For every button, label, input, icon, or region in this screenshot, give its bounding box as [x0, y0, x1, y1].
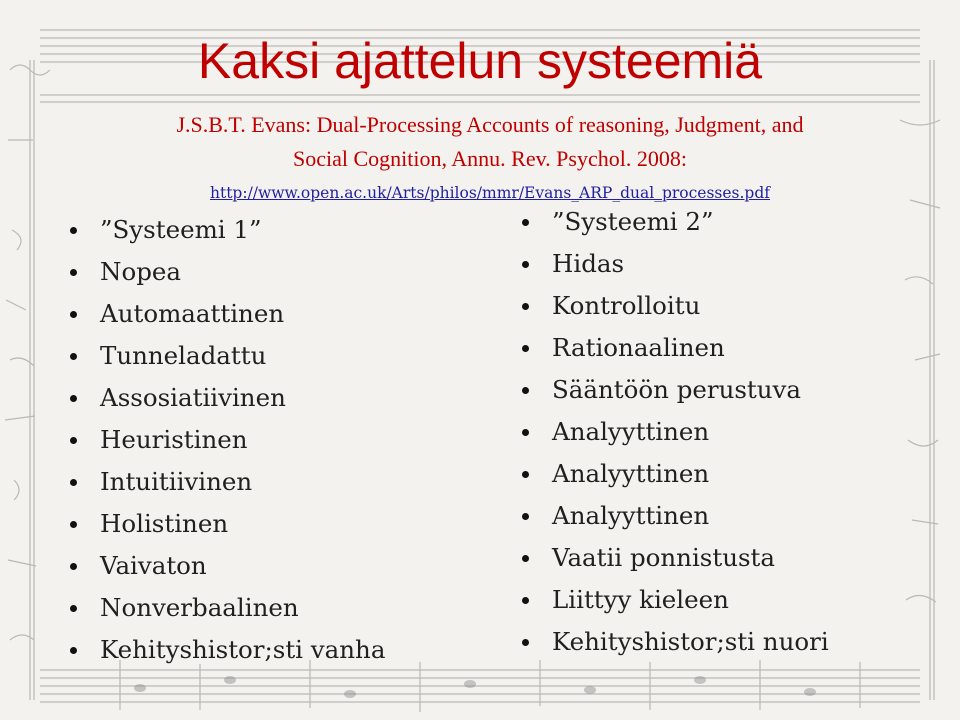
list-item: Liittyy kieleen	[518, 579, 829, 621]
list-item: Analyyttinen	[518, 495, 829, 537]
system1-heading: ”Systeemi 1”	[66, 209, 385, 251]
list-item: Automaattinen	[66, 293, 385, 335]
slide-title: Kaksi ajattelun systeemiä	[197, 33, 763, 89]
list-item: Kontrolloitu	[518, 285, 829, 327]
citation-line-1: J.S.B.T. Evans: Dual-Processing Accounts of reasoning, Judgment, and	[176, 112, 804, 137]
citation-line-2: Social Cognition, Annu. Rev. Psychol. 2008:	[293, 146, 687, 171]
list-item: Sääntöön perustuva	[518, 369, 829, 411]
list-item: Intuitiivinen	[66, 461, 385, 503]
list-item: Vaivaton	[66, 545, 385, 587]
system2-list	[518, 201, 829, 663]
list-item: Kehityshistor;sti vanha	[66, 629, 385, 671]
list-item: Holistinen	[66, 503, 385, 545]
list-item: Rationaalinen	[518, 327, 829, 369]
list-item: Vaatii ponnistusta	[518, 537, 829, 579]
list-item: Tunneladattu	[66, 335, 385, 377]
list-item: Nopea	[66, 251, 385, 293]
list-item: Hidas	[518, 243, 829, 285]
list-item: Analyyttinen	[518, 453, 829, 495]
list-item: Analyyttinen	[518, 411, 829, 453]
list-item: Heuristinen	[66, 419, 385, 461]
list-item: Nonverbaalinen	[66, 587, 385, 629]
system1-list	[66, 209, 385, 671]
source-url-link[interactable]: http://www.open.ac.uk/Arts/philos/mmr/Evans_ARP_dual_processes.pdf	[209, 184, 771, 202]
list-item: Assosiatiivinen	[66, 377, 385, 419]
source-citation	[80, 108, 900, 210]
list-item: Kehityshistor;sti nuori	[518, 621, 829, 663]
system2-heading: ”Systeemi 2”	[518, 201, 829, 243]
